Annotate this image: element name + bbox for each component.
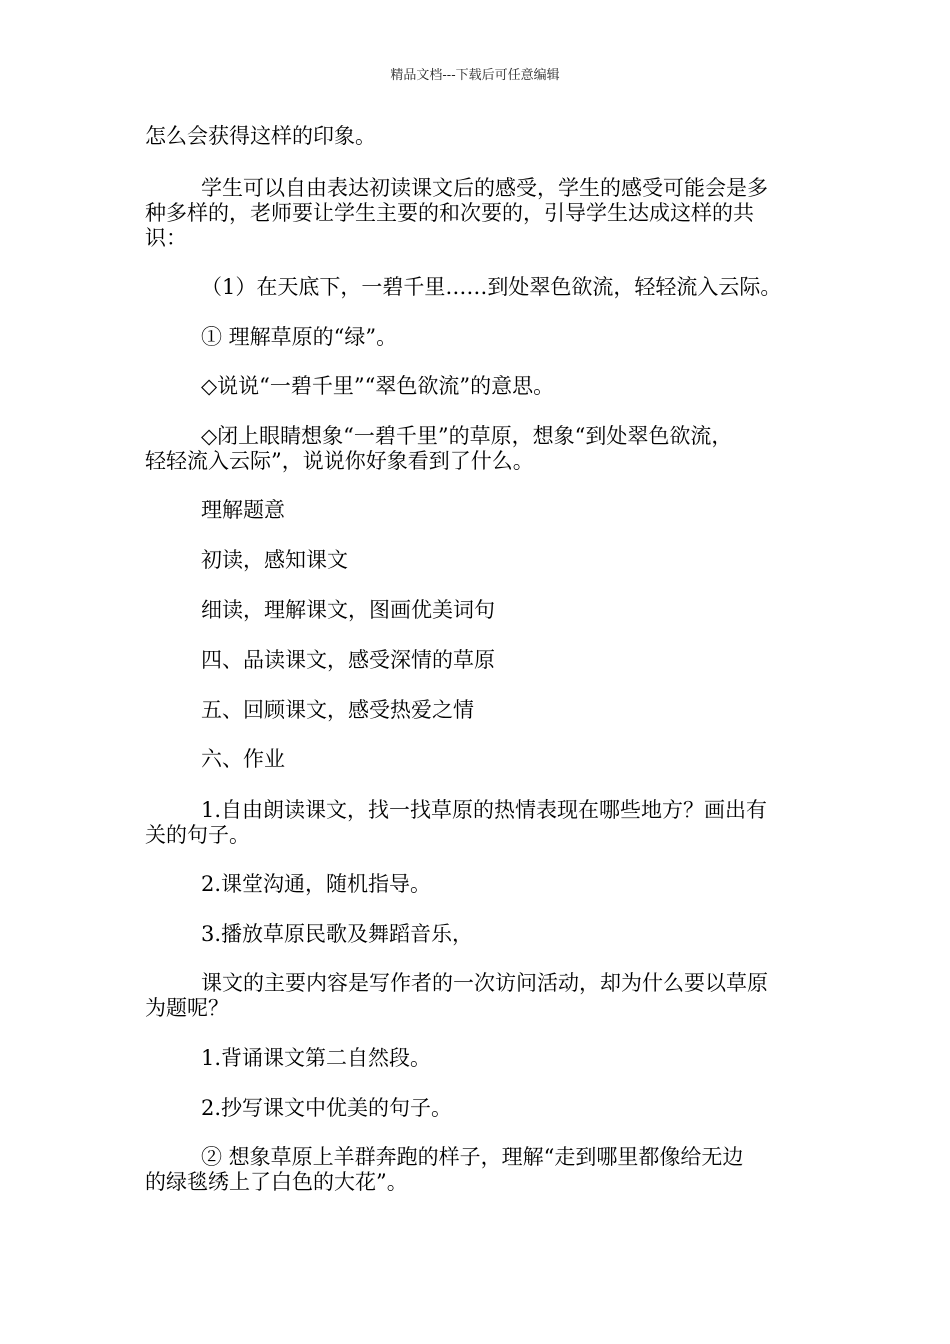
paragraph: [145, 798, 810, 848]
paragraph: [145, 1046, 810, 1071]
text-line: ◇说说“一碧千里”“翠色欲流”的意思。: [201, 374, 555, 398]
paragraph: [145, 124, 810, 149]
paragraph: [145, 872, 810, 897]
page-header: 精品文档---下载后可任意编辑: [390, 68, 560, 83]
text-line: 初读，感知课文: [201, 548, 348, 572]
text-line: 为题呢？: [145, 996, 229, 1020]
text-line: 2.抄写课文中优美的句子。: [201, 1096, 453, 1120]
text-line: 六、作业: [201, 747, 285, 771]
text-line: ◇闭上眼睛想象“一碧千里”的草原，想象“到处翠色欲流，: [201, 424, 733, 448]
text-line: 2.课堂沟通，随机指导。: [201, 872, 432, 896]
paragraph: [145, 1096, 810, 1121]
text-line: （1）在天底下，一碧千里……到处翠色欲流，轻轻流入云际。: [201, 275, 782, 299]
text-line: 1.自由朗读课文，找一找草原的热情表现在哪些地方？画出有: [201, 798, 768, 822]
paragraph: [145, 176, 810, 251]
text-line: ② 想象草原上羊群奔跑的样子，理解“走到哪里都像给无边: [201, 1145, 744, 1169]
paragraph: [145, 747, 810, 772]
text-line: 种多样的，老师要让学生主要的和次要的，引导学生达成这样的共: [145, 201, 754, 225]
paragraph: [145, 325, 810, 350]
text-line: 3.播放草原民歌及舞蹈音乐，: [201, 922, 474, 946]
paragraph: [145, 498, 810, 523]
paragraph: [145, 698, 810, 723]
text-line: 学生可以自由表达初读课文后的感受，学生的感受可能会是多: [201, 176, 768, 200]
paragraph: [145, 424, 810, 474]
text-line: 1.背诵课文第二自然段。: [201, 1046, 432, 1070]
text-line: 五、回顾课文，感受热爱之情: [201, 698, 474, 722]
paragraph: [145, 922, 810, 947]
paragraph: [145, 971, 810, 1021]
paragraph: [145, 374, 810, 399]
text-line: ① 理解草原的“绿”。: [201, 325, 398, 349]
paragraph: [145, 1145, 810, 1195]
paragraph: [145, 598, 810, 623]
text-line: 轻轻流入云际”，说说你好象看到了什么。: [145, 449, 534, 473]
text-line: 识：: [145, 226, 187, 250]
text-line: 的绿毯绣上了白色的大花”。: [145, 1170, 408, 1194]
text-line: 课文的主要内容是写作者的一次访问活动，却为什么要以草原: [201, 971, 768, 995]
paragraph: [145, 275, 810, 300]
text-line: 理解题意: [201, 498, 285, 522]
paragraph: [145, 548, 810, 573]
paragraph: [145, 648, 810, 673]
text-line: 关的句子。: [145, 823, 250, 847]
text-line: 四、品读课文，感受深情的草原: [201, 648, 495, 672]
text-line: 怎么会获得这样的印象。: [145, 124, 376, 148]
text-line: 细读，理解课文，图画优美词句: [201, 598, 495, 622]
